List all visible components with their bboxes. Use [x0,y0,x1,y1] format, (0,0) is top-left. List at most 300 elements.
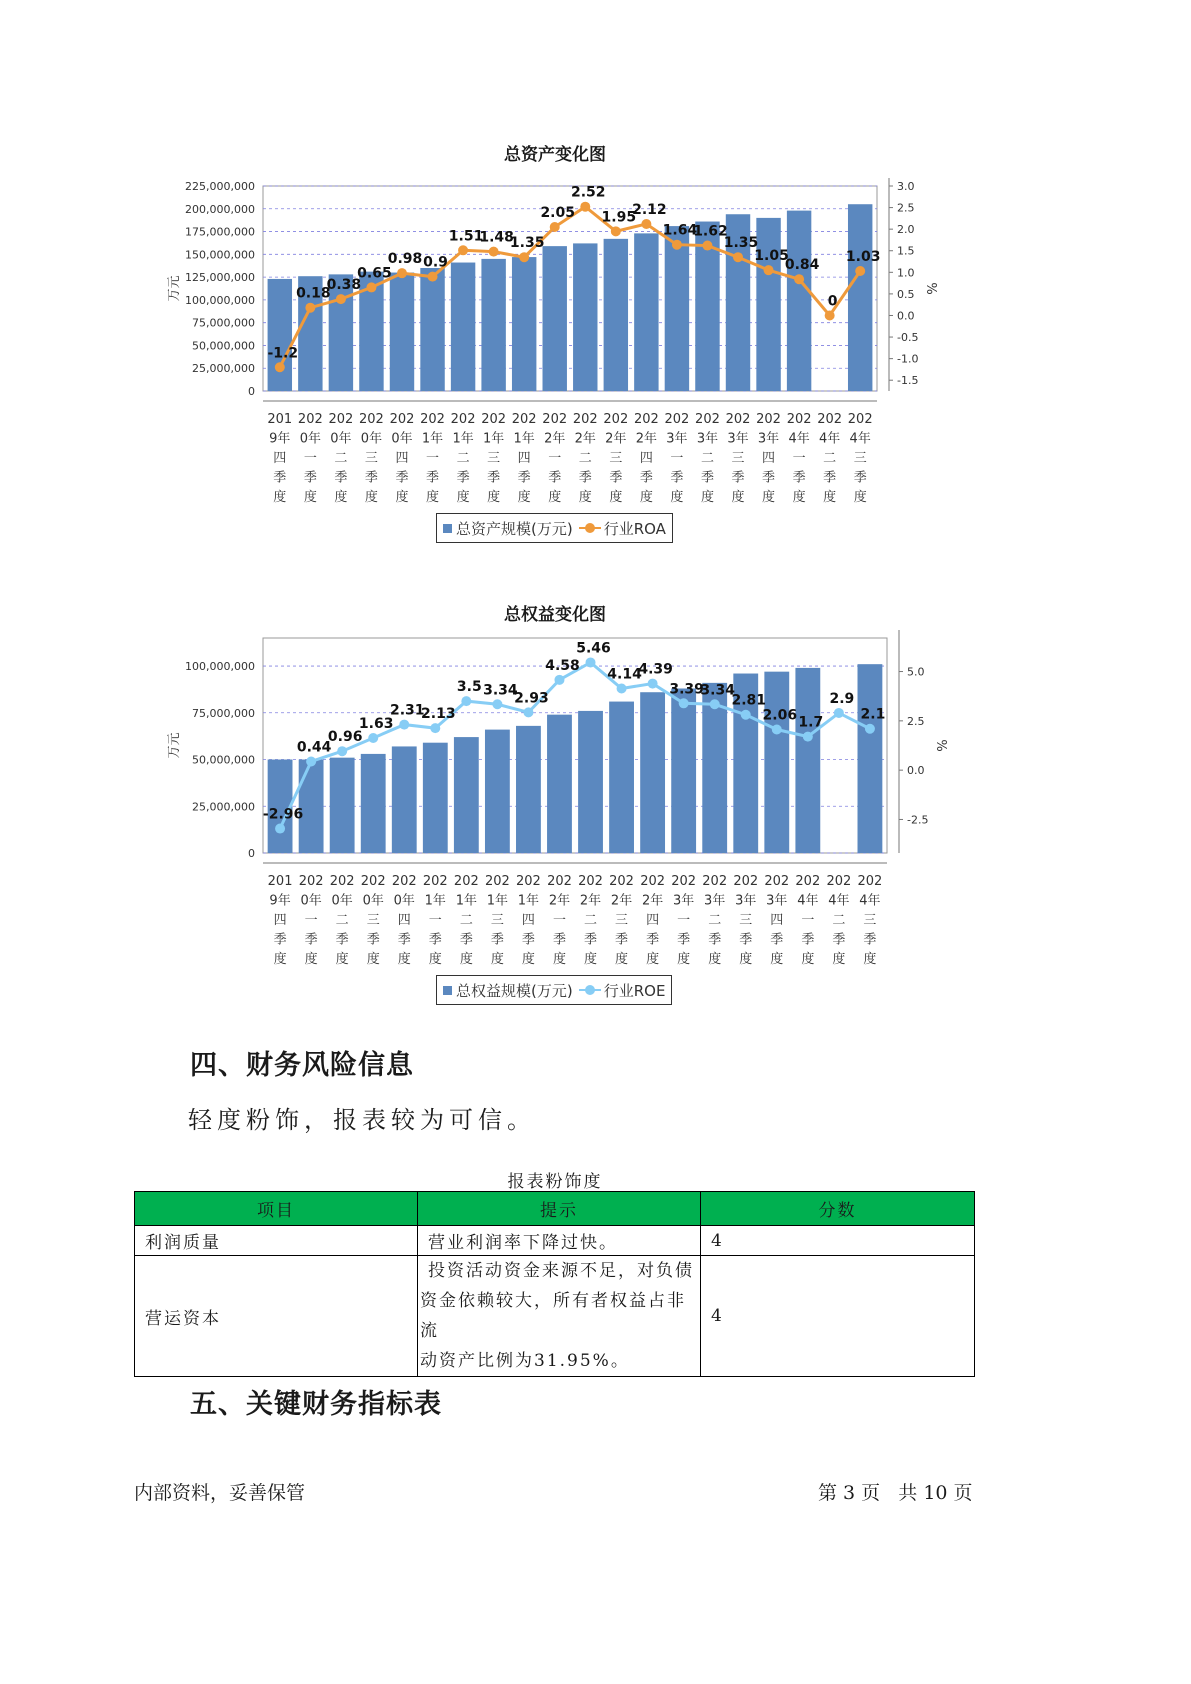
x-tick-label: 度 [426,490,440,505]
x-tick-label: 季 [304,932,318,948]
point-label: 4.14 [607,666,642,683]
line-point [368,733,378,743]
line-point [399,720,409,730]
bar [640,692,665,853]
point-label: 0.9 [423,254,448,271]
y2-tick-label: 2.5 [897,201,915,215]
y2-tick-label: -2.5 [907,813,929,827]
x-tick-label: 度 [832,952,846,967]
col-header-hint: 提示 [418,1192,701,1226]
x-tick-label: 季 [273,932,287,948]
x-tick-label: 四 [521,913,535,928]
x-tick-label: 三 [366,913,380,928]
y-tick-label: 75,000,000 [192,706,255,720]
y-tick-label: 0 [248,385,255,398]
x-tick-label: 2年 [574,431,596,447]
line-point [554,675,564,685]
x-tick-label: 度 [609,490,623,505]
x-tick-label: 季 [548,470,562,486]
bar [481,259,505,391]
x-tick-label: 季 [646,932,660,948]
point-label: 3.5 [456,679,482,696]
point-label: 2.52 [571,184,606,201]
y-tick-label: 150,000,000 [185,248,255,262]
x-tick-label: 二 [335,913,349,928]
bar [764,672,789,853]
y2-tick-label: 0.0 [907,764,925,778]
bar [604,239,628,391]
point-label: 2.06 [762,707,798,724]
point-label: 1.51 [448,228,484,245]
x-tick-label: 202 [359,412,384,427]
row-item: 营运资本 [135,1256,418,1377]
risk-summary: 轻度粉饰，报表较为可信。 [188,1106,536,1134]
y2-tick-label: 1.5 [897,244,915,258]
x-tick-label: 度 [487,490,501,505]
line-point [710,699,720,709]
line-point [519,252,529,262]
x-tick-label: 四 [646,913,660,928]
x-tick-label: 一 [677,913,691,928]
x-tick-label: 四 [395,451,409,466]
x-tick-label: 度 [700,490,714,505]
x-tick-label: 二 [584,913,598,928]
x-tick-label: 三 [490,913,504,928]
x-tick-label: 202 [664,412,690,427]
line-point [523,707,533,717]
x-tick-label: 季 [801,932,815,948]
y-axis-title: 万元 [167,275,182,302]
x-tick-label: 202 [640,874,666,889]
line-point [803,732,813,742]
y2-tick-label: -1.5 [897,374,919,388]
chart2-legend [436,975,672,1005]
line-point [306,756,316,766]
line-point [733,252,743,262]
point-label: 2.31 [389,702,425,719]
x-tick-label: 202 [795,874,821,889]
bar [423,743,448,853]
x-tick-label: 度 [548,490,562,505]
point-label: 2.9 [829,690,855,707]
x-tick-label: 4年 [859,893,881,909]
x-tick-label: 二 [708,913,722,928]
chart1-legend [436,513,673,543]
x-tick-label: 202 [391,874,417,889]
x-tick-label: 0年 [300,893,322,909]
point-label: 2.93 [514,690,549,707]
x-tick-label: 三 [739,913,753,928]
x-tick-label: 一 [801,913,815,928]
point-label: 3.39 [669,681,704,698]
x-tick-label: 2年 [610,893,633,909]
x-tick-label: 四 [762,451,776,466]
row-hint-line: 资金依赖较大，所有者权益占非流 [420,1291,686,1341]
x-tick-label: 度 [792,490,806,505]
bar [516,726,541,853]
x-tick-label: 202 [516,874,541,889]
x-tick-label: 9年 [269,431,291,447]
x-tick-label: 202 [450,412,476,427]
x-tick-label: 1年 [486,893,509,909]
line-point [461,696,471,706]
x-tick-label: 三 [364,451,378,466]
x-tick-label: 202 [542,412,568,427]
x-tick-label: 202 [826,874,852,889]
x-tick-label: 202 [572,412,598,427]
x-tick-label: 202 [764,874,790,889]
x-tick-label: 4年 [819,431,841,447]
line-point [580,202,590,212]
x-tick-label: 季 [739,932,753,948]
point-label: 0 [827,293,838,310]
x-tick-label: 季 [677,932,691,948]
bar [390,273,414,391]
x-tick-label: 季 [364,470,378,486]
x-tick-label: 202 [756,412,781,427]
x-tick-label: 季 [490,932,504,948]
x-tick-label: 度 [273,490,287,505]
x-tick-label: 二 [700,451,714,466]
bar [543,246,567,391]
line-point [772,725,782,735]
x-tick-label: 0年 [331,893,353,909]
x-tick-label: 度 [639,490,653,505]
x-tick-label: 季 [670,470,684,486]
x-tick-label: 度 [517,490,531,505]
y2-tick-label: 2.5 [907,714,925,728]
x-tick-label: 一 [426,451,440,466]
point-label: 0.98 [387,251,423,268]
x-tick-label: 度 [823,490,837,505]
x-tick-label: 度 [801,952,815,967]
x-tick-label: 三 [487,451,501,466]
row-item: 利润质量 [135,1226,418,1256]
line-point [679,698,689,708]
section4-heading: 四、财务风险信息 [190,1050,414,1081]
x-tick-label: 202 [702,874,728,889]
y2-tick-label: 5.0 [907,665,925,679]
point-label: 4.58 [545,657,580,674]
x-tick-label: 度 [456,490,470,505]
x-tick-label: 2年 [579,893,602,909]
bar [858,664,883,853]
x-tick-label: 度 [770,952,784,967]
x-tick-label: 202 [453,874,479,889]
bar [330,758,355,853]
x-tick-label: 1年 [452,431,474,447]
x-tick-label: 三 [615,913,629,928]
x-tick-label: 季 [335,932,349,948]
x-tick-label: 三 [853,451,867,466]
x-tick-label: 202 [725,412,751,427]
x-tick-label: 一 [670,451,684,466]
x-tick-label: 一 [552,913,566,928]
line-point [855,266,865,276]
x-tick-label: 度 [335,952,349,967]
line-point [428,272,438,282]
x-tick-label: 四 [517,451,531,466]
line-point [275,362,285,372]
x-tick-label: 季 [853,470,867,486]
x-tick-label: 季 [578,470,592,486]
x-tick-label: 季 [863,932,877,948]
x-tick-label: 度 [578,490,592,505]
row-hint [418,1256,701,1377]
x-tick-label: 度 [615,952,629,967]
x-tick-label: 202 [422,874,448,889]
point-label: -2.96 [262,806,304,823]
y-tick-label: 50,000,000 [192,753,255,767]
row-hint-line: 投资活动资金来源不足，对负债 [428,1261,694,1281]
table-caption: 报表粉饰度 [507,1172,603,1192]
footer-page-number: 第 3 页 共 10 页 [818,1482,973,1504]
y2-tick-label: -0.5 [897,331,919,345]
y2-tick-label: 3.0 [897,180,915,193]
line-point [641,219,651,229]
x-tick-label: 1年 [455,893,477,909]
x-tick-label: 度 [762,490,776,505]
bar [454,737,479,853]
point-label: 1.35 [723,235,759,252]
x-tick-label: 度 [646,952,660,967]
x-tick-label: 季 [456,470,470,486]
x-tick-label: 度 [459,952,473,967]
x-tick-label: 2年 [635,431,658,447]
x-tick-label: 季 [552,932,566,948]
x-tick-label: 季 [762,470,776,486]
x-tick-label: 202 [857,874,883,889]
x-tick-label: 季 [708,932,722,948]
x-tick-label: 1年 [421,431,444,447]
x-tick-label: 0年 [362,893,384,909]
x-tick-label: 二 [456,451,470,466]
x-tick-label: 4年 [849,431,871,447]
bar [420,268,444,391]
point-label: 0.38 [326,277,362,294]
point-label: 4.39 [638,661,673,678]
x-tick-label: 4年 [797,893,819,909]
bar [848,204,872,391]
line-point [672,240,682,250]
x-tick-label: 度 [584,952,598,967]
point-label: 0.84 [784,257,820,274]
bar [671,688,696,853]
y-tick-label: 225,000,000 [185,180,255,193]
point-label: 1.63 [358,716,394,733]
x-tick-label: 度 [670,490,684,505]
x-tick-label: 202 [695,412,720,427]
x-tick-label: 二 [334,451,348,466]
x-tick-label: 季 [366,932,380,948]
table-header-row [135,1192,975,1226]
legend-line-swatch [579,985,601,995]
x-tick-label: 0年 [391,431,413,447]
point-label: 0.65 [357,265,392,282]
risk-table [134,1191,975,1377]
x-tick-label: 季 [584,932,598,948]
y-tick-label: 175,000,000 [185,225,255,239]
x-tick-label: 3年 [757,431,780,447]
x-tick-label: 季 [397,932,411,948]
line-point [550,222,560,232]
x-tick-label: 度 [304,952,318,967]
bar [578,711,603,853]
x-tick-label: 二 [459,913,473,928]
x-tick-label: 度 [490,952,504,967]
legend-line-label: 行业ROE [603,981,666,1000]
y-tick-label: 0 [248,847,255,860]
x-tick-label: 四 [273,913,287,928]
x-tick-label: 3年 [727,431,749,447]
x-tick-label: 二 [832,913,846,928]
col-header-score: 分数 [701,1192,975,1226]
x-tick-label: 201 [267,874,293,889]
x-tick-label: 三 [863,913,877,928]
bar [268,279,292,391]
x-tick-label: 季 [459,932,473,948]
x-tick-label: 3年 [766,893,788,909]
table-row [135,1226,975,1256]
x-tick-label: 3年 [673,893,695,909]
point-label: 5.46 [576,640,611,657]
line-point [492,699,502,709]
x-tick-label: 202 [786,412,812,427]
bar [609,702,634,853]
line-point [741,710,751,720]
x-tick-label: 1年 [517,893,540,909]
x-tick-label: 季 [639,470,653,486]
legend-line-label: 行业ROA [603,519,666,538]
point-label: 1.95 [601,209,637,226]
legend-line-swatch [579,523,601,533]
x-tick-label: 4年 [788,431,810,447]
bar [485,730,510,853]
x-tick-label: 度 [708,952,722,967]
line-point [305,303,315,313]
point-label: 2.12 [632,201,667,218]
x-tick-label: 202 [733,874,759,889]
x-tick-label: 度 [521,952,535,967]
x-tick-label: 202 [547,874,572,889]
x-tick-label: 202 [671,874,697,889]
x-tick-label: 季 [487,470,501,486]
x-tick-label: 2年 [548,893,571,909]
line-point [648,679,658,689]
x-tick-label: 202 [633,412,659,427]
bar [361,754,386,853]
x-tick-label: 202 [389,412,415,427]
x-tick-label: 202 [609,874,634,889]
x-tick-label: 季 [521,932,535,948]
x-tick-label: 季 [426,470,440,486]
x-tick-label: 1年 [513,431,535,447]
chart2-title: 总权益变化图 [504,605,606,625]
x-tick-label: 度 [853,490,867,505]
y2-tick-label: 2.0 [897,223,915,237]
line-point [825,310,835,320]
point-label: 2.05 [540,205,575,221]
point-label: 1.05 [754,248,789,265]
x-tick-label: 202 [511,412,537,427]
x-tick-label: 3年 [666,431,688,447]
line-point [702,241,712,251]
x-tick-label: 一 [548,451,562,466]
x-tick-label: 季 [517,470,531,486]
line-point [458,245,468,255]
y-tick-label: 50,000,000 [192,339,255,353]
x-tick-label: 度 [552,952,566,967]
x-tick-label: 0年 [299,431,321,447]
bar [573,243,597,391]
x-tick-label: 二 [823,451,837,466]
x-tick-label: 202 [420,412,445,427]
y2-tick-label: 1.0 [897,266,915,280]
x-tick-label: 度 [731,490,745,505]
point-label: -1.2 [267,345,299,362]
footer-left: 内部资料，妥善保管 [134,1482,306,1504]
bar [795,668,820,853]
y-axis-title: 万元 [167,732,182,759]
x-tick-label: 202 [484,874,510,889]
x-tick-label: 202 [847,412,873,427]
line-point [336,294,346,304]
x-tick-label: 一 [303,451,317,466]
line-point [611,226,621,236]
legend-bar-label: 总权益规模(万元) [456,981,573,1000]
legend-bar-swatch [443,986,452,995]
y2-axis-title: % [933,739,948,752]
legend-bar-swatch [443,524,452,533]
x-tick-label: 季 [700,470,714,486]
x-tick-label: 度 [303,490,317,505]
point-label: 1.7 [798,714,824,731]
x-tick-label: 202 [603,412,629,427]
line-point [794,274,804,284]
row-hint-line: 动资产比例为31.95%。 [420,1351,630,1371]
line-point [834,708,844,718]
x-tick-label: 一 [428,913,442,928]
total-equity-chart [0,628,1191,988]
y-tick-label: 100,000,000 [185,293,255,307]
x-tick-label: 季 [303,470,317,486]
x-tick-label: 四 [397,913,411,928]
bar [451,263,475,391]
bar [634,233,658,391]
y2-tick-label: 0.5 [897,287,915,301]
line-point [865,724,875,734]
row-hint: 营业利润率下降过快。 [418,1226,701,1256]
line-point [337,746,347,756]
x-tick-label: 季 [792,470,806,486]
x-tick-label: 4年 [828,893,850,909]
x-tick-label: 2年 [544,431,566,447]
x-tick-label: 度 [334,490,348,505]
x-tick-label: 202 [328,412,354,427]
point-label: 3.34 [700,682,735,699]
x-tick-label: 四 [639,451,653,466]
x-tick-label: 度 [677,952,691,967]
x-tick-label: 202 [817,412,843,427]
x-tick-label: 三 [731,451,745,466]
line-point [764,265,774,275]
line-point [275,824,285,834]
y2-tick-label: 0.0 [897,309,915,323]
point-label: 0.18 [296,285,331,302]
x-tick-label: 2年 [641,893,664,909]
x-tick-label: 1年 [482,431,505,447]
bar [665,226,689,391]
